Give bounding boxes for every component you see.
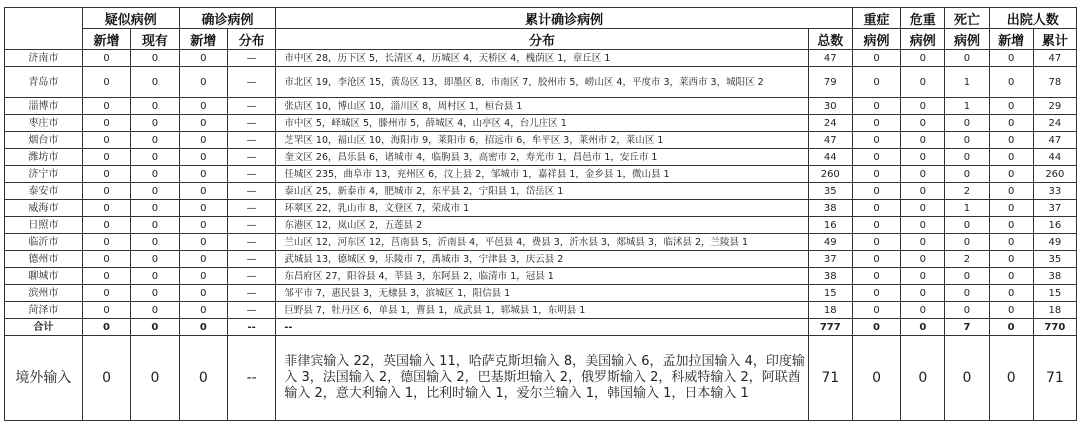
suspected-current-cell: 0 (131, 268, 179, 285)
critical-cell: 0 (901, 98, 945, 115)
total-cell: 260 (808, 166, 852, 183)
death-cell: 1 (945, 67, 989, 98)
distribution-cell: 武城县 13，德城区 9，乐陵市 7，禹城市 3，宁津县 3，庆云县 2 (276, 251, 808, 268)
confirmed-new-cell: 0 (179, 302, 227, 319)
suspected-current-cell: 0 (131, 251, 179, 268)
suspected-new-cell: 0 (82, 132, 130, 149)
discharged-new-cell: 0 (989, 217, 1033, 234)
table-row (5, 67, 1077, 98)
suspected-current-cell: 0 (131, 98, 179, 115)
critical-cell: 0 (901, 132, 945, 149)
suspected-current-cell: 0 (131, 67, 179, 98)
total-cell: 15 (808, 285, 852, 302)
critical-cell: 0 (901, 200, 945, 217)
death-cell: 0 (945, 217, 989, 234)
death-cell: 0 (945, 166, 989, 183)
confirmed-distribution-cell: — (227, 166, 275, 183)
death-cell: 2 (945, 183, 989, 200)
death-cell: 1 (945, 200, 989, 217)
city-cell: 济宁市 (5, 166, 83, 183)
header-severe: 重症 (852, 8, 900, 29)
discharged-cum-cell: 49 (1033, 234, 1076, 251)
discharged-cum-cell: 71 (1033, 336, 1076, 421)
header-discharged-cum: 累计 (1033, 29, 1076, 50)
confirmed-new-cell: 0 (179, 67, 227, 98)
header-cumulative-distribution: 分布 (276, 29, 808, 50)
severe-cell: 0 (852, 217, 900, 234)
table-row (5, 132, 1077, 149)
header-critical-cases: 病例 (901, 29, 945, 50)
suspected-new-cell: 0 (82, 234, 130, 251)
critical-cell: 0 (901, 149, 945, 166)
confirmed-new-cell: 0 (179, 183, 227, 200)
table-row (5, 285, 1077, 302)
critical-cell: 0 (901, 302, 945, 319)
distribution-cell: 环翠区 22，乳山市 8，文登区 7，荣成市 1 (276, 200, 808, 217)
discharged-new-cell: 0 (989, 50, 1033, 67)
table-row (5, 268, 1077, 285)
discharged-new-cell: 0 (989, 98, 1033, 115)
header-death: 死亡 (945, 8, 989, 29)
confirmed-distribution-cell: — (227, 285, 275, 302)
death-cell: 0 (945, 50, 989, 67)
discharged-new-cell: 0 (989, 336, 1033, 421)
severe-cell: 0 (852, 251, 900, 268)
confirmed-distribution-cell: -- (227, 319, 275, 336)
confirmed-new-cell: 0 (179, 234, 227, 251)
city-cell: 烟台市 (5, 132, 83, 149)
header-city (5, 8, 83, 50)
confirmed-distribution-cell: — (227, 115, 275, 132)
discharged-cum-cell: 24 (1033, 115, 1076, 132)
city-cell: 境外输入 (5, 336, 83, 421)
header-row-1 (5, 8, 1077, 29)
city-cell: 滨州市 (5, 285, 83, 302)
distribution-cell: 市中区 28，历下区 5，长清区 4，历城区 4，天桥区 4，槐荫区 1，章丘区 1 (276, 50, 808, 67)
header-suspected-current: 现有 (131, 29, 179, 50)
table-row (5, 251, 1077, 268)
city-cell: 菏泽市 (5, 302, 83, 319)
confirmed-new-cell: 0 (179, 166, 227, 183)
discharged-cum-cell: 47 (1033, 132, 1076, 149)
total-row (5, 319, 1077, 336)
distribution-cell: -- (276, 319, 808, 336)
header-severe-cases: 病例 (852, 29, 900, 50)
critical-cell: 0 (901, 319, 945, 336)
discharged-new-cell: 0 (989, 132, 1033, 149)
suspected-new-cell: 0 (82, 285, 130, 302)
discharged-new-cell: 0 (989, 234, 1033, 251)
distribution-cell: 东昌府区 27，阳谷县 4，莘县 3，东阿县 2，临清市 1，冠县 1 (276, 268, 808, 285)
critical-cell: 0 (901, 251, 945, 268)
city-cell: 日照市 (5, 217, 83, 234)
discharged-cum-cell: 29 (1033, 98, 1076, 115)
table-row (5, 217, 1077, 234)
severe-cell: 0 (852, 319, 900, 336)
suspected-new-cell: 0 (82, 50, 130, 67)
discharged-cum-cell: 260 (1033, 166, 1076, 183)
death-cell: 0 (945, 149, 989, 166)
confirmed-new-cell: 0 (179, 268, 227, 285)
header-confirmed-new: 新增 (179, 29, 227, 50)
critical-cell: 0 (901, 217, 945, 234)
suspected-new-cell: 0 (82, 268, 130, 285)
suspected-new-cell: 0 (82, 217, 130, 234)
suspected-new-cell: 0 (82, 149, 130, 166)
table-row (5, 115, 1077, 132)
severe-cell: 0 (852, 67, 900, 98)
discharged-new-cell: 0 (989, 166, 1033, 183)
discharged-cum-cell: 38 (1033, 268, 1076, 285)
death-cell: 0 (945, 234, 989, 251)
confirmed-new-cell: 0 (179, 50, 227, 67)
severe-cell: 0 (852, 302, 900, 319)
city-cell: 威海市 (5, 200, 83, 217)
severe-cell: 0 (852, 50, 900, 67)
death-cell: 2 (945, 251, 989, 268)
confirmed-distribution-cell: — (227, 251, 275, 268)
severe-cell: 0 (852, 132, 900, 149)
suspected-current-cell: 0 (131, 200, 179, 217)
city-cell: 合计 (5, 319, 83, 336)
confirmed-new-cell: 0 (179, 200, 227, 217)
header-cumulative: 累计确诊病例 (276, 8, 852, 29)
table-row (5, 98, 1077, 115)
severe-cell: 0 (852, 183, 900, 200)
cases-table (4, 7, 1077, 421)
severe-cell: 0 (852, 166, 900, 183)
distribution-cell: 芝罘区 10，福山区 10，海阳市 9，莱阳市 6，招远市 6，牟平区 3，莱州市 2，莱山区 1 (276, 132, 808, 149)
city-cell: 泰安市 (5, 183, 83, 200)
confirmed-distribution-cell: — (227, 183, 275, 200)
confirmed-new-cell: 0 (179, 115, 227, 132)
header-discharged-new: 新增 (989, 29, 1033, 50)
discharged-cum-cell: 15 (1033, 285, 1076, 302)
total-cell: 777 (808, 319, 852, 336)
discharged-new-cell: 0 (989, 285, 1033, 302)
confirmed-distribution-cell: -- (227, 336, 275, 421)
city-cell: 济南市 (5, 50, 83, 67)
header-suspected: 疑似病例 (82, 8, 179, 29)
total-cell: 30 (808, 98, 852, 115)
confirmed-distribution-cell: — (227, 50, 275, 67)
distribution-cell: 奎文区 26，昌乐县 6，诸城市 4，临朐县 3，高密市 2，寿光市 1，昌邑市 1，安丘市 1 (276, 149, 808, 166)
total-cell: 44 (808, 149, 852, 166)
critical-cell: 0 (901, 234, 945, 251)
critical-cell: 0 (901, 183, 945, 200)
city-cell: 聊城市 (5, 268, 83, 285)
total-cell: 37 (808, 251, 852, 268)
critical-cell: 0 (901, 336, 945, 421)
severe-cell: 0 (852, 336, 900, 421)
header-row-2 (5, 29, 1077, 50)
confirmed-distribution-cell: — (227, 132, 275, 149)
confirmed-new-cell: 0 (179, 285, 227, 302)
discharged-new-cell: 0 (989, 251, 1033, 268)
distribution-cell: 兰山区 12，河东区 12，莒南县 5，沂南县 4，平邑县 4，费县 3，沂水县 3，郯城县 3，临沭县 2，兰陵县 1 (276, 234, 808, 251)
city-cell: 德州市 (5, 251, 83, 268)
confirmed-new-cell: 0 (179, 98, 227, 115)
total-cell: 18 (808, 302, 852, 319)
total-cell: 16 (808, 217, 852, 234)
suspected-new-cell: 0 (82, 319, 130, 336)
confirmed-distribution-cell: — (227, 268, 275, 285)
severe-cell: 0 (852, 200, 900, 217)
suspected-new-cell: 0 (82, 200, 130, 217)
confirmed-new-cell: 0 (179, 132, 227, 149)
distribution-cell: 巨野县 7，牡丹区 6，单县 1，曹县 1，成武县 1，郓城县 1，东明县 1 (276, 302, 808, 319)
suspected-current-cell: 0 (131, 217, 179, 234)
distribution-cell: 邹平市 7，惠民县 3，无棣县 3，滨城区 1，阳信县 1 (276, 285, 808, 302)
total-cell: 71 (808, 336, 852, 421)
table-row (5, 234, 1077, 251)
city-cell: 枣庄市 (5, 115, 83, 132)
header-cumulative-total: 总数 (808, 29, 852, 50)
suspected-current-cell: 0 (131, 132, 179, 149)
confirmed-distribution-cell: — (227, 67, 275, 98)
suspected-new-cell: 0 (82, 67, 130, 98)
table-row (5, 166, 1077, 183)
distribution-cell: 市北区 19，李沧区 15，黄岛区 13，即墨区 8，市南区 7，胶州市 5，崂山区 4，平度市 3，莱西市 3，城阳区 2 (276, 67, 808, 98)
critical-cell: 0 (901, 268, 945, 285)
confirmed-distribution-cell: — (227, 234, 275, 251)
table-row (5, 50, 1077, 67)
suspected-new-cell: 0 (82, 183, 130, 200)
confirmed-new-cell: 0 (179, 149, 227, 166)
confirmed-distribution-cell: — (227, 98, 275, 115)
table-row (5, 149, 1077, 166)
critical-cell: 0 (901, 115, 945, 132)
severe-cell: 0 (852, 149, 900, 166)
distribution-cell: 泰山区 25，新泰市 4，肥城市 2，东平县 2，宁阳县 1，岱岳区 1 (276, 183, 808, 200)
discharged-new-cell: 0 (989, 302, 1033, 319)
discharged-new-cell: 0 (989, 319, 1033, 336)
suspected-current-cell: 0 (131, 285, 179, 302)
header-discharged: 出院人数 (989, 8, 1076, 29)
confirmed-distribution-cell: — (227, 200, 275, 217)
distribution-cell: 张店区 10，博山区 10，淄川区 8，周村区 1，桓台县 1 (276, 98, 808, 115)
distribution-cell: 菲律宾输入 22，英国输入 11，哈萨克斯坦输入 8，美国输入 6，孟加拉国输入 4，印度输入 3，法国输入 2，德国输入 2，巴基斯坦输入 2，俄罗斯输入 2，科威特输入 2，阿联酋输入 2，意大利输入 1，比利时输入 1，爱尔兰输入 1，韩国输入 1，日本输入 1 (276, 336, 808, 421)
critical-cell: 0 (901, 50, 945, 67)
suspected-current-cell: 0 (131, 336, 179, 421)
city-cell: 淄博市 (5, 98, 83, 115)
suspected-current-cell: 0 (131, 183, 179, 200)
table-row (5, 183, 1077, 200)
distribution-cell: 东港区 12，岚山区 2，五莲县 2 (276, 217, 808, 234)
critical-cell: 0 (901, 285, 945, 302)
discharged-cum-cell: 37 (1033, 200, 1076, 217)
total-cell: 24 (808, 115, 852, 132)
discharged-cum-cell: 78 (1033, 67, 1076, 98)
death-cell: 0 (945, 268, 989, 285)
distribution-cell: 任城区 235，曲阜市 13，兖州区 6，汶上县 2，邹城市 1，嘉祥县 1，金乡县 1，微山县 1 (276, 166, 808, 183)
confirmed-distribution-cell: — (227, 217, 275, 234)
death-cell: 7 (945, 319, 989, 336)
discharged-new-cell: 0 (989, 200, 1033, 217)
critical-cell: 0 (901, 67, 945, 98)
discharged-new-cell: 0 (989, 115, 1033, 132)
discharged-cum-cell: 16 (1033, 217, 1076, 234)
severe-cell: 0 (852, 285, 900, 302)
total-cell: 49 (808, 234, 852, 251)
total-cell: 38 (808, 200, 852, 217)
confirmed-new-cell: 0 (179, 319, 227, 336)
header-suspected-new: 新增 (82, 29, 130, 50)
suspected-current-cell: 0 (131, 302, 179, 319)
severe-cell: 0 (852, 268, 900, 285)
city-cell: 潍坊市 (5, 149, 83, 166)
suspected-current-cell: 0 (131, 50, 179, 67)
discharged-cum-cell: 47 (1033, 50, 1076, 67)
severe-cell: 0 (852, 234, 900, 251)
discharged-cum-cell: 33 (1033, 183, 1076, 200)
suspected-new-cell: 0 (82, 336, 130, 421)
total-cell: 47 (808, 50, 852, 67)
total-cell: 79 (808, 67, 852, 98)
death-cell: 0 (945, 285, 989, 302)
discharged-cum-cell: 44 (1033, 149, 1076, 166)
critical-cell: 0 (901, 166, 945, 183)
suspected-new-cell: 0 (82, 251, 130, 268)
suspected-current-cell: 0 (131, 149, 179, 166)
suspected-new-cell: 0 (82, 302, 130, 319)
suspected-new-cell: 0 (82, 115, 130, 132)
suspected-new-cell: 0 (82, 98, 130, 115)
confirmed-new-cell: 0 (179, 336, 227, 421)
table-row (5, 302, 1077, 319)
suspected-current-cell: 0 (131, 319, 179, 336)
table-row (5, 200, 1077, 217)
city-cell: 青岛市 (5, 67, 83, 98)
city-cell: 临沂市 (5, 234, 83, 251)
suspected-current-cell: 0 (131, 234, 179, 251)
total-cell: 38 (808, 268, 852, 285)
death-cell: 0 (945, 132, 989, 149)
total-cell: 47 (808, 132, 852, 149)
death-cell: 0 (945, 302, 989, 319)
overseas-row (5, 336, 1077, 421)
discharged-new-cell: 0 (989, 67, 1033, 98)
discharged-cum-cell: 35 (1033, 251, 1076, 268)
suspected-current-cell: 0 (131, 166, 179, 183)
discharged-new-cell: 0 (989, 183, 1033, 200)
death-cell: 0 (945, 115, 989, 132)
total-cell: 35 (808, 183, 852, 200)
discharged-new-cell: 0 (989, 149, 1033, 166)
death-cell: 1 (945, 98, 989, 115)
confirmed-distribution-cell: — (227, 149, 275, 166)
confirmed-new-cell: 0 (179, 217, 227, 234)
severe-cell: 0 (852, 98, 900, 115)
table-body (5, 50, 1077, 421)
severe-cell: 0 (852, 115, 900, 132)
header-critical: 危重 (901, 8, 945, 29)
confirmed-distribution-cell: — (227, 302, 275, 319)
header-death-cases: 病例 (945, 29, 989, 50)
discharged-cum-cell: 770 (1033, 319, 1076, 336)
death-cell: 0 (945, 336, 989, 421)
discharged-new-cell: 0 (989, 268, 1033, 285)
discharged-cum-cell: 18 (1033, 302, 1076, 319)
confirmed-new-cell: 0 (179, 251, 227, 268)
header-confirmed: 确诊病例 (179, 8, 276, 29)
suspected-new-cell: 0 (82, 166, 130, 183)
suspected-current-cell: 0 (131, 115, 179, 132)
distribution-cell: 市中区 5，峄城区 5，滕州市 5，薛城区 4，山亭区 4，台儿庄区 1 (276, 115, 808, 132)
header-confirmed-distribution: 分布 (227, 29, 275, 50)
